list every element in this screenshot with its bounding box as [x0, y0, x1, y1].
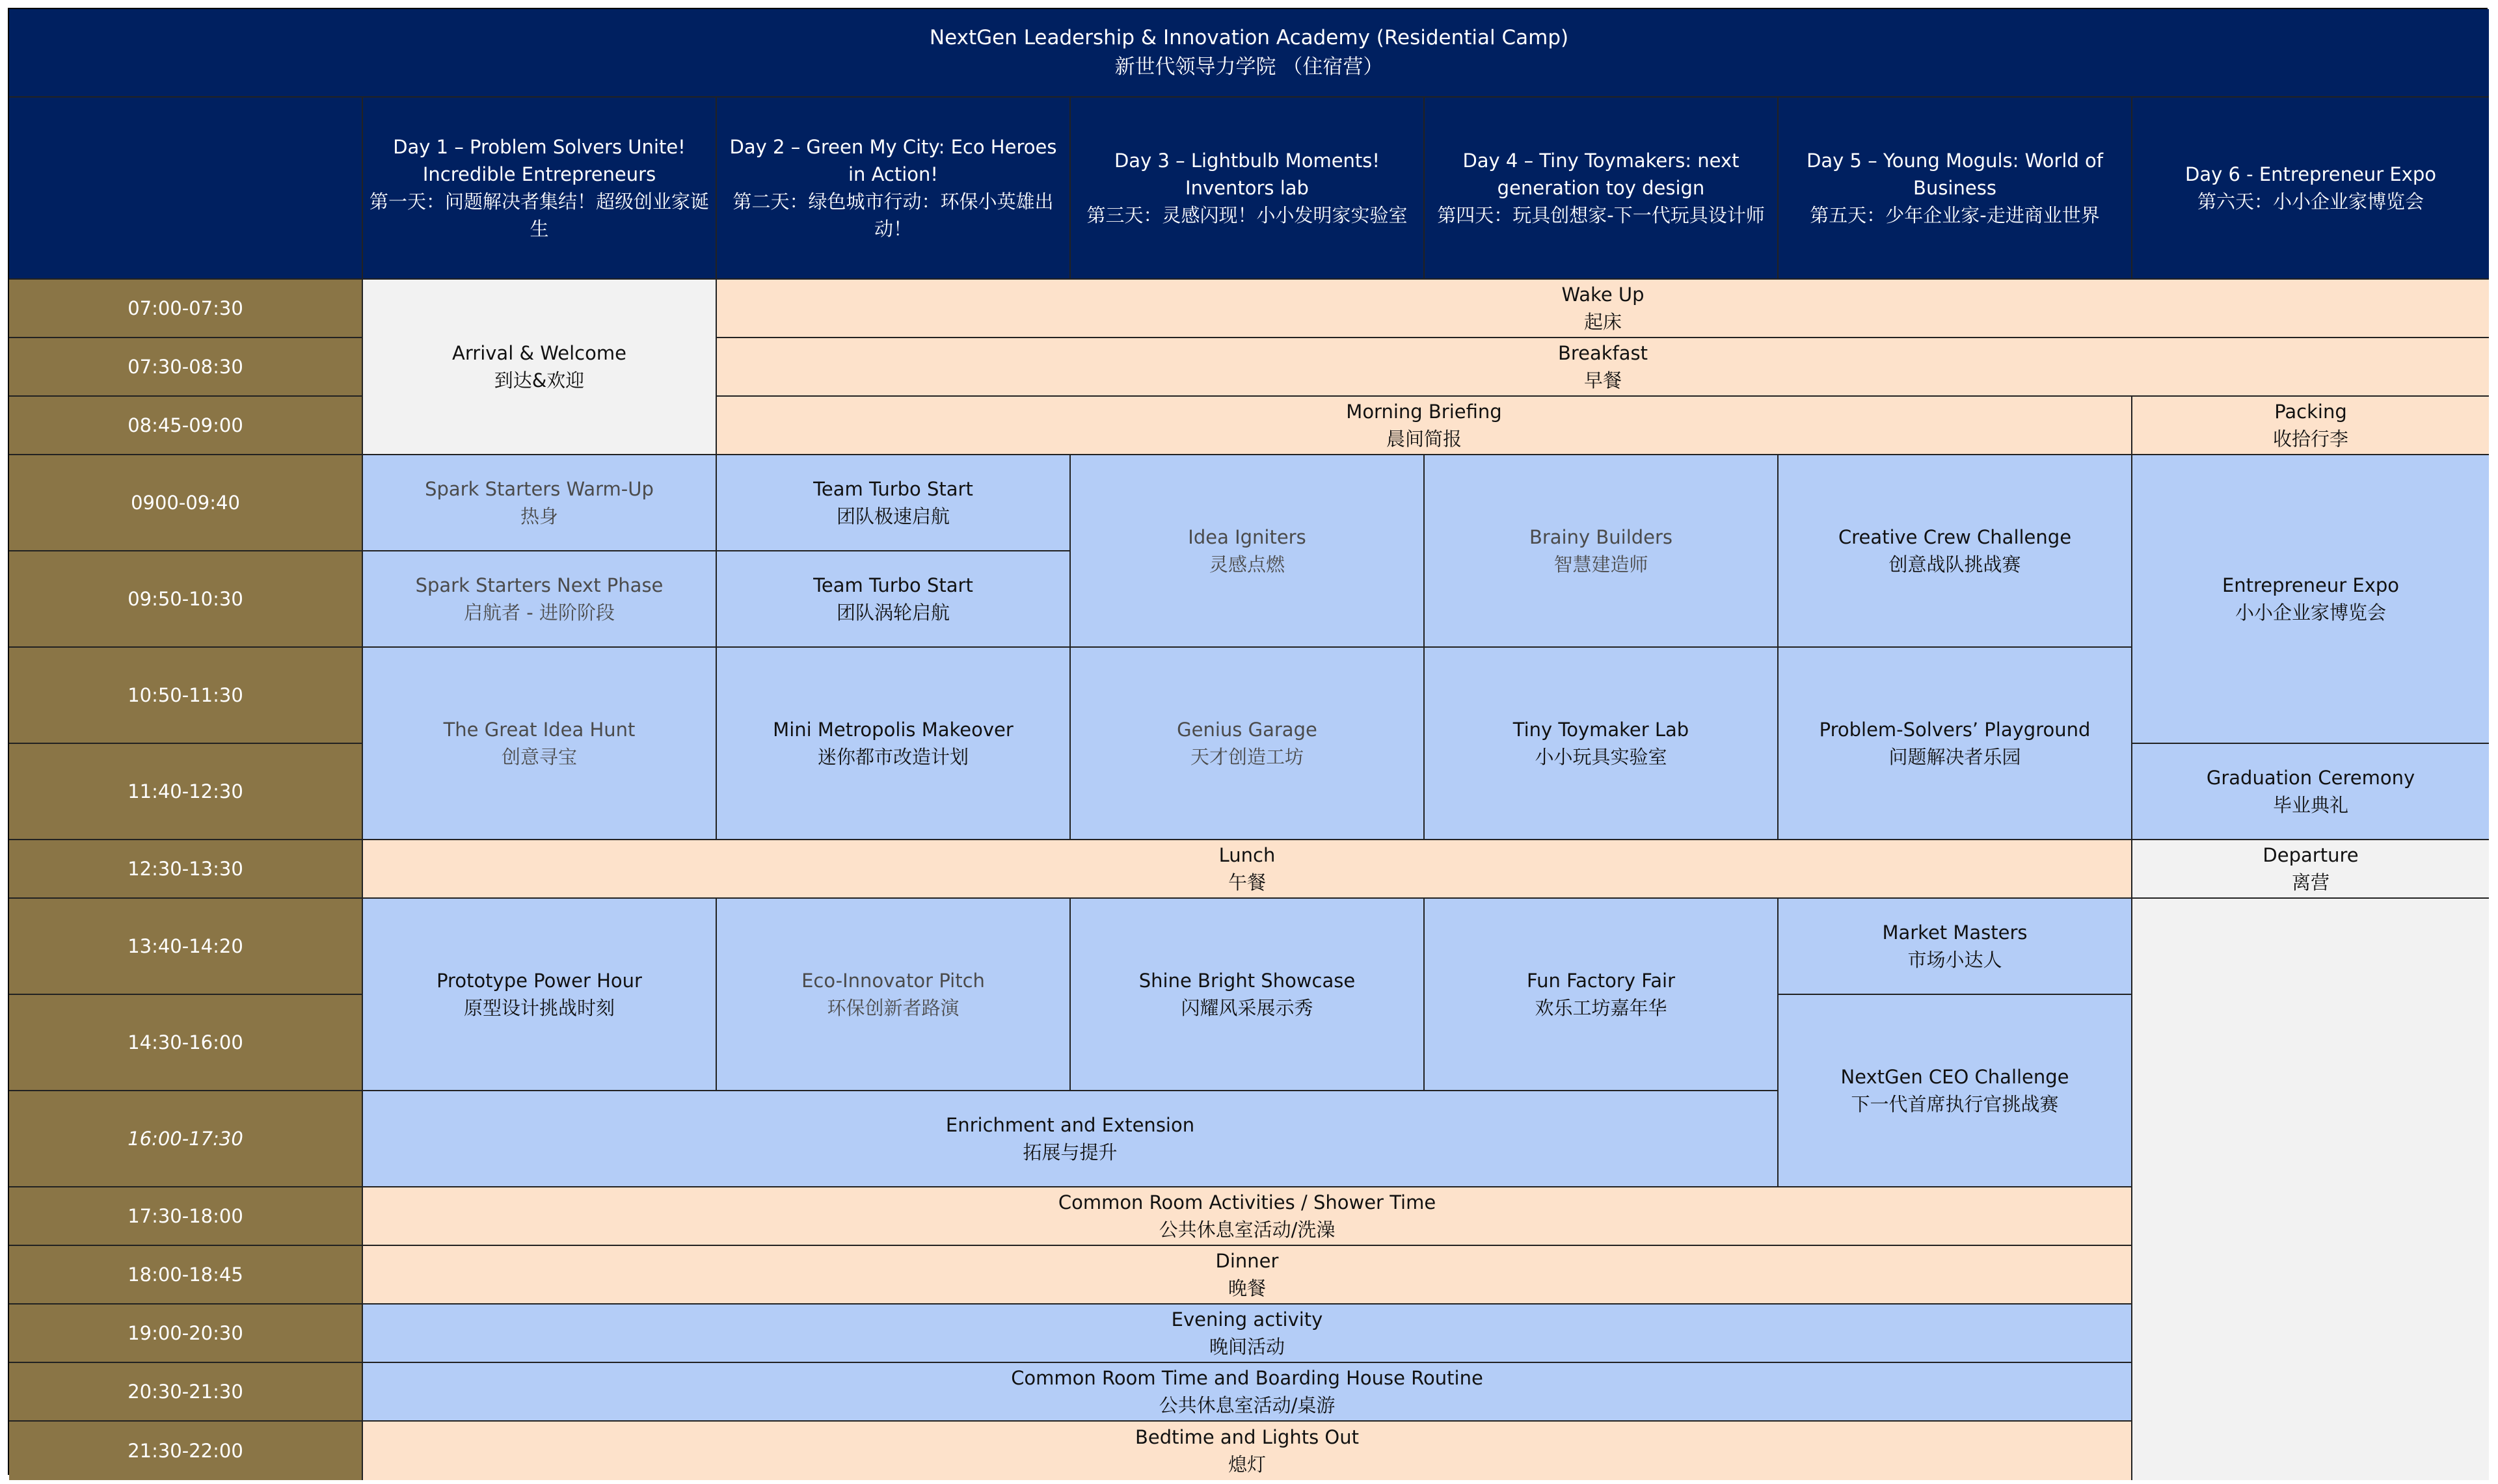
event-entrepreneur-expo[interactable] [2132, 455, 2489, 744]
day-title-zh: 第四天：玩具创想家-下一代玩具设计师 [1437, 204, 1765, 227]
event-name-zh: 拓展与提升 [1023, 1141, 1118, 1163]
time-cell[interactable] [9, 648, 363, 744]
event-breakfast[interactable] [717, 338, 2489, 397]
time-label: 11:40-12:30 [128, 780, 243, 802]
event-name-zh: 熄灯 [1228, 1453, 1266, 1476]
event-boarding-routine[interactable] [363, 1363, 2132, 1422]
event-arrival-welcome[interactable] [363, 280, 717, 455]
event-name-zh: 下一代首席执行官挑战赛 [1851, 1093, 2059, 1115]
event-name-zh: 团队涡轮启航 [836, 602, 950, 624]
time-label: 0900-09:40 [131, 491, 240, 514]
event-name-en: Shine Bright Showcase [1138, 969, 1356, 992]
event-eco-innovator-pitch[interactable] [717, 899, 1071, 1091]
event-name-zh: 离营 [2291, 871, 2330, 894]
event-name-en: Evening activity [1171, 1308, 1323, 1331]
time-cell[interactable] [9, 1246, 363, 1305]
event-name-en: Genius Garage [1177, 718, 1317, 741]
event-name-en: Mini Metropolis Makeover [773, 718, 1014, 741]
day-title-en: Day 3 – Lightbulb Moments! Inventors lab [1114, 149, 1380, 199]
event-name-en: Common Room Time and Boarding House Routine [1011, 1366, 1483, 1389]
event-name-en: Breakfast [1557, 341, 1648, 364]
event-team-turbo-start[interactable] [717, 455, 1071, 551]
header-corner-cell[interactable] [9, 98, 363, 280]
event-name-zh: 起床 [1583, 311, 1622, 333]
event-name-en: Tiny Toymaker Lab [1512, 718, 1689, 741]
event-name-en: Wake Up [1561, 283, 1645, 306]
event-market-masters[interactable] [1779, 899, 2132, 995]
event-name-en: Dinner [1215, 1249, 1279, 1272]
time-cell[interactable] [9, 1305, 363, 1363]
event-name-en: Problem-Solvers’ Playground [1819, 718, 2091, 741]
time-label: 18:00-18:45 [128, 1263, 243, 1286]
event-name-zh: 欢乐工坊嘉年华 [1535, 997, 1667, 1019]
event-idea-igniters[interactable] [1071, 455, 1425, 648]
day-header-2[interactable] [717, 98, 1071, 280]
event-great-idea-hunt[interactable] [363, 648, 717, 840]
day-header-3[interactable] [1071, 98, 1425, 280]
day-header-4[interactable] [1425, 98, 1779, 280]
event-name-zh: 小小企业家博览会 [2235, 602, 2386, 624]
event-name-zh: 收拾行李 [2272, 428, 2348, 450]
event-name-zh: 毕业典礼 [2272, 794, 2348, 816]
event-name-zh: 环保创新者路演 [827, 997, 960, 1019]
event-team-turbo-start-2[interactable] [717, 551, 1071, 648]
time-label: 09:50-10:30 [128, 587, 243, 610]
event-morning-briefing[interactable] [717, 397, 2132, 455]
event-name-zh: 原型设计挑战时刻 [463, 997, 615, 1019]
event-packing[interactable] [2132, 397, 2489, 455]
day-title-zh: 第三天：灵感闪现！小小发明家实验室 [1086, 204, 1408, 227]
time-label: 16:00-17:30 [128, 1127, 243, 1150]
time-cell[interactable] [9, 280, 363, 338]
event-name-zh: 午餐 [1228, 871, 1266, 894]
time-cell[interactable] [9, 744, 363, 840]
event-name-zh: 晚餐 [1228, 1277, 1266, 1299]
event-name-en: Spark Starters Warm-Up [425, 477, 654, 500]
time-label: 21:30-22:00 [128, 1439, 243, 1462]
event-name-zh: 启航者 - 进阶阶段 [464, 602, 615, 624]
event-name-en: Spark Starters Next Phase [415, 574, 664, 596]
time-cell[interactable] [9, 1422, 363, 1480]
event-name-en: Creative Crew Challenge [1838, 525, 2072, 548]
schedule-grid [8, 8, 2488, 1475]
time-label: 13:40-14:20 [128, 934, 243, 957]
event-lunch[interactable] [363, 840, 2132, 899]
event-name-en: Entrepreneur Expo [2222, 574, 2400, 596]
event-spark-next-phase[interactable] [363, 551, 717, 648]
event-name-zh: 智慧建造师 [1553, 553, 1648, 576]
event-name-en: Bedtime and Lights Out [1135, 1425, 1359, 1448]
event-enrichment-extension[interactable] [363, 1091, 1779, 1187]
event-name-zh: 创意战队挑战赛 [1888, 553, 2021, 576]
event-creative-crew-challenge[interactable] [1779, 455, 2132, 648]
event-name-zh: 晨间简报 [1386, 428, 1462, 450]
event-mini-metropolis-makeover[interactable] [717, 648, 1071, 840]
event-name-en: The Great Idea Hunt [443, 718, 636, 741]
event-name-en: Graduation Ceremony [2206, 766, 2415, 789]
event-fun-factory-fair[interactable] [1425, 899, 1779, 1091]
event-name-zh: 天才创造工坊 [1190, 746, 1304, 768]
time-label: 17:30-18:00 [128, 1204, 243, 1227]
time-label: 07:30-08:30 [128, 355, 243, 378]
event-name-zh: 团队极速启航 [836, 505, 950, 527]
time-cell[interactable] [9, 1363, 363, 1422]
event-name-en: Prototype Power Hour [436, 969, 642, 992]
time-cell[interactable] [9, 1091, 363, 1187]
event-dinner[interactable] [363, 1246, 2132, 1305]
time-cell[interactable] [9, 455, 363, 551]
event-name-zh: 闪耀风采展示秀 [1181, 997, 1313, 1019]
day-title-en: Day 2 – Green My City: Eco Heroes in Action! [729, 135, 1057, 185]
time-label: 10:50-11:30 [128, 683, 243, 706]
event-name-zh: 公共休息室活动/洗澡 [1159, 1219, 1336, 1241]
time-cell[interactable] [9, 551, 363, 648]
event-problem-solvers-playground[interactable] [1779, 648, 2132, 840]
event-name-en: Eco-Innovator Pitch [801, 969, 985, 992]
event-name-zh: 热身 [520, 505, 558, 527]
event-departure[interactable] [2132, 840, 2489, 899]
sheet-title[interactable] [9, 9, 2489, 98]
event-tiny-toymaker-lab[interactable] [1425, 648, 1779, 840]
time-cell[interactable] [9, 995, 363, 1091]
event-name-zh: 到达&欢迎 [494, 369, 585, 391]
day-title-zh: 第五天：少年企业家-走进商业世界 [1810, 204, 2100, 227]
event-name-en: Fun Factory Fair [1527, 969, 1675, 992]
time-label: 14:30-16:00 [128, 1031, 243, 1053]
time-cell[interactable] [9, 1187, 363, 1246]
day-title-en: Day 1 – Problem Solvers Unite! Incredible Entrepreneurs [393, 135, 686, 185]
title-en: NextGen Leadership & Innovation Academy (Residential Camp) [929, 26, 1569, 50]
event-name-en: Market Masters [1882, 921, 2028, 944]
event-name-en: NextGen CEO Challenge [1840, 1065, 2069, 1088]
event-name-en: Departure [2263, 843, 2359, 866]
time-cell[interactable] [9, 840, 363, 899]
event-name-en: Packing [2274, 400, 2347, 423]
event-name-en: Team Turbo Start [813, 574, 973, 596]
event-name-en: Morning Briefing [1346, 400, 1502, 423]
event-common-room-shower[interactable] [363, 1187, 2132, 1246]
day-title-en: Day 6 - Entrepreneur Expo [2185, 163, 2436, 185]
day-header-1[interactable] [363, 98, 717, 280]
event-name-en: Idea Igniters [1188, 525, 1306, 548]
time-cell[interactable] [9, 338, 363, 397]
time-label: 08:45-09:00 [128, 414, 243, 436]
day-title-en: Day 4 – Tiny Toymakers: next generation toy design [1462, 149, 1739, 199]
event-graduation-ceremony[interactable] [2132, 744, 2489, 840]
event-name-zh: 灵感点燃 [1209, 553, 1285, 576]
event-brainy-builders[interactable] [1425, 455, 1779, 648]
time-label: 12:30-13:30 [128, 857, 243, 880]
event-name-en: Team Turbo Start [813, 477, 973, 500]
event-name-zh: 小小玩具实验室 [1535, 746, 1667, 768]
title-zh: 新世代领导力学院 （住宿营） [1114, 55, 1384, 79]
day-header-5[interactable] [1779, 98, 2132, 280]
day-title-zh: 第二天：绿色城市行动：环保小英雄出动！ [732, 191, 1054, 241]
event-genius-garage[interactable] [1071, 648, 1425, 840]
event-wake-up[interactable] [717, 280, 2489, 338]
event-evening-activity[interactable] [363, 1305, 2132, 1363]
time-label: 19:00-20:30 [128, 1321, 243, 1344]
event-prototype-power-hour[interactable] [363, 899, 717, 1091]
event-name-en: Arrival & Welcome [452, 341, 626, 364]
event-name-zh: 早餐 [1583, 369, 1622, 391]
event-name-zh: 市场小达人 [1907, 949, 2002, 971]
day-header-6[interactable] [2132, 98, 2489, 280]
event-shine-bright-showcase[interactable] [1071, 899, 1425, 1091]
event-name-zh: 公共休息室活动/桌游 [1159, 1394, 1336, 1416]
empty-cell[interactable] [2132, 899, 2489, 1480]
time-label: 20:30-21:30 [128, 1380, 243, 1403]
event-bedtime[interactable] [363, 1422, 2132, 1480]
day-title-zh: 第六天：小小企业家博览会 [2197, 191, 2424, 213]
event-name-zh: 问题解决者乐园 [1888, 746, 2021, 768]
time-cell[interactable] [9, 899, 363, 995]
event-name-zh: 创意寻宝 [501, 746, 577, 768]
day-title-zh: 第一天：问题解决者集结！超级创业家诞生 [369, 191, 710, 241]
event-name-en: Common Room Activities / Shower Time [1058, 1191, 1436, 1213]
event-name-en: Enrichment and Extension [945, 1113, 1195, 1136]
event-spark-warm-up[interactable] [363, 455, 717, 551]
time-label: 07:00-07:30 [128, 297, 243, 319]
event-nextgen-ceo-challenge[interactable] [1779, 995, 2132, 1187]
event-name-zh: 迷你都市改造计划 [817, 746, 969, 768]
time-cell[interactable] [9, 397, 363, 455]
day-title-en: Day 5 – Young Moguls: World of Business [1806, 149, 2103, 199]
event-name-zh: 晚间活动 [1209, 1336, 1285, 1358]
event-name-en: Brainy Builders [1529, 525, 1673, 548]
event-name-en: Lunch [1218, 843, 1276, 866]
